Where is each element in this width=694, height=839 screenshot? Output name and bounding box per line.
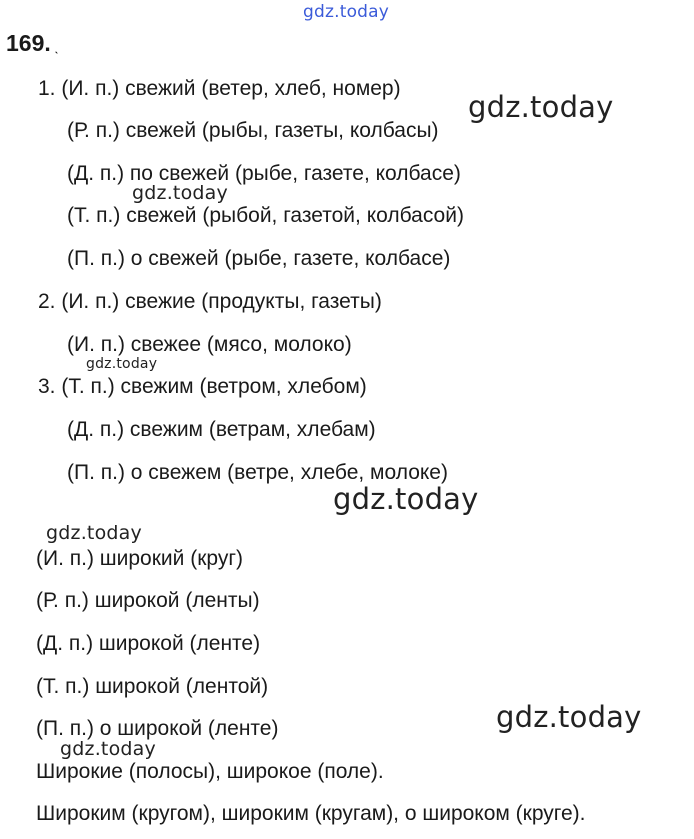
text-line: (Р. п.) широкой (ленты) [36, 589, 260, 612]
watermark: gdz.today [496, 700, 642, 734]
watermark: gdz.today [468, 90, 614, 124]
watermark: gdz.today [132, 182, 228, 204]
text-line: (Д. п.) широкой (ленте) [36, 632, 261, 655]
text-line: (И. п.) широкий (круг) [36, 547, 243, 570]
text-line: (Д. п.) свежим (ветрам, хлебам) [67, 418, 376, 441]
text-line: 3. (Т. п.) свежим (ветром, хлебом) [38, 375, 367, 398]
watermark-top: gdz.today [303, 2, 390, 22]
watermark: gdz.today [333, 482, 479, 516]
text-line: (Т. п.) свежей (рыбой, газетой, колбасой) [67, 204, 464, 227]
text-line: (И. п.) свежее (мясо, молоко) [67, 333, 352, 356]
text-line: Широким (кругом), широким (кругам), о широком (круге). [36, 802, 586, 825]
watermark: gdz.today [46, 522, 142, 544]
text-line: (Р. п.) свежей (рыбы, газеты, колбасы) [67, 119, 439, 142]
text-line: 1. (И. п.) свежий (ветер, хлеб, номер) [38, 77, 401, 100]
exercise-mark: ˎ [54, 40, 59, 54]
text-line: (П. п.) о широкой (ленте) [36, 717, 279, 740]
text-line: (П. п.) о свежем (ветре, хлебе, молоке) [67, 461, 448, 484]
exercise-number [6, 30, 59, 57]
exercise-number-text: 169. [6, 30, 51, 56]
text-line: Широкие (полосы), широкое (поле). [36, 760, 384, 783]
watermark: gdz.today [86, 356, 158, 372]
text-line: 2. (И. п.) свежие (продукты, газеты) [38, 290, 382, 313]
text-line: (Т. п.) широкой (лентой) [36, 675, 269, 698]
text-line: (Д. п.) по свежей (рыбе, газете, колбасе) [67, 162, 461, 185]
text-line: (П. п.) о свежей (рыбе, газете, колбасе) [67, 247, 451, 270]
watermark: gdz.today [60, 738, 156, 760]
